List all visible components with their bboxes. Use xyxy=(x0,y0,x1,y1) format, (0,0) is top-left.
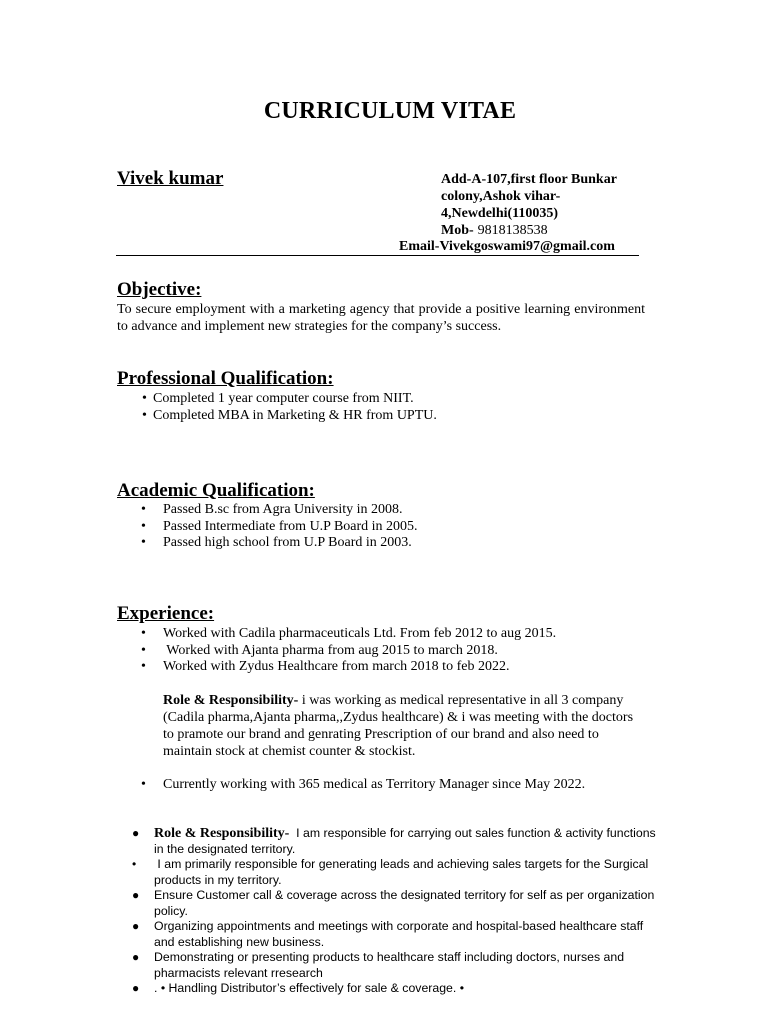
list-item: ● Organizing appointments and meetings with corporate and hospital-based healthcare staff and establishing new business. xyxy=(132,919,644,949)
list-item: ● Ensure Customer call & coverage across the designated territory for self as per organization policy. xyxy=(132,888,655,918)
current-job-list xyxy=(141,777,603,794)
experience-heading: Experience: xyxy=(117,603,215,624)
objective-heading: Objective: xyxy=(117,279,202,300)
bullet-icon: ● xyxy=(132,981,140,995)
list-item: ● . • Handling Distributor’s effectively for sale & coverage. • xyxy=(132,981,465,995)
address-line: Add-A-107,first floor Bunkar xyxy=(441,172,617,187)
list-item: • I am primarily responsible for generating leads and achieving sales targets for the Surgical products in my territory. xyxy=(132,857,652,887)
list-item: • Worked with Zydus Healthcare from march 2018 to feb 2022. xyxy=(141,659,510,674)
document-title: CURRICULUM VITAE xyxy=(263,98,517,124)
mobile-number: 9818138538 xyxy=(477,223,548,238)
bullet-icon: ● xyxy=(132,826,140,840)
professional-list xyxy=(142,391,437,424)
experience-list xyxy=(141,626,557,676)
list-item: • Currently working with 365 medical as Territory Manager since May 2022. xyxy=(141,777,586,792)
list-item: • Worked with Cadila pharmaceuticals Ltd. From feb 2012 to aug 2015. xyxy=(141,626,557,641)
role-label: Role & Responsibility- xyxy=(163,693,299,708)
academic-heading: Academic Qualification: xyxy=(117,480,315,501)
role-label: Role & Responsibility- xyxy=(154,826,290,841)
professional-heading: Professional Qualification: xyxy=(117,368,334,389)
mobile-label: Mob- xyxy=(441,223,474,238)
contact-block xyxy=(441,171,646,239)
bullet-icon: • xyxy=(141,535,146,550)
address-line: colony,Ashok vihar- xyxy=(441,189,561,204)
list-item: • Completed MBA in Marketing & HR from UPTU. xyxy=(142,407,437,423)
list-item: • Worked with Ajanta pharma from aug 2015 to march 2018. xyxy=(141,642,498,658)
bullet-icon: • xyxy=(141,659,146,674)
bullet-icon: • xyxy=(141,777,146,792)
bullet-icon: • xyxy=(141,502,146,517)
responsibilities-list xyxy=(132,826,664,997)
email-address: Email-Vivekgoswami97@gmail.com xyxy=(399,239,615,254)
role-text: i was working as medical representative in all 3 company (Cadila pharma,Ajanta pharma,,Zydus healthcare) & i was meeting with the doctors to pramote our brand and genrating Prescription of our brand and also need to maintain stock at chemist counter & stockist. xyxy=(163,693,634,759)
list-item: ● Demonstrating or presenting products to healthcare staff including doctors, nurses and pharmacists relevant rresearch xyxy=(132,950,625,980)
address-line: 4,Newdelhi(110035) xyxy=(441,206,559,221)
role-responsibility-paragraph xyxy=(163,692,645,760)
bullet-icon: • xyxy=(142,391,147,406)
list-item: ● Role & Responsibility- I am responsible for carrying out sales function & activity functions in the designated territory. xyxy=(132,826,660,856)
candidate-name: Vivek kumar xyxy=(117,168,224,189)
bullet-icon: • xyxy=(141,642,146,658)
bullet-icon: ● xyxy=(132,950,140,964)
list-item: • Passed high school from U.P Board in 2003. xyxy=(141,535,412,550)
objective-text: To secure employment with a marketing agency that provide a positive learning environment to advance and implement new strategies for the company’s success. xyxy=(117,302,645,334)
mobile-line xyxy=(441,222,646,239)
bullet-icon: • xyxy=(141,518,146,534)
bullet-icon: • xyxy=(142,407,147,423)
academic-list xyxy=(141,502,418,552)
list-item: • Passed B.sc from Agra University in 2008. xyxy=(141,502,403,517)
header-divider xyxy=(116,255,639,256)
bullet-icon: • xyxy=(141,626,146,641)
bullet-icon: ● xyxy=(132,919,140,933)
bullet-icon: ● xyxy=(132,888,140,902)
bullet-icon: • xyxy=(132,857,137,871)
list-item: • Completed 1 year computer course from NIIT. xyxy=(142,391,414,406)
list-item: • Passed Intermediate from U.P Board in 2005. xyxy=(141,518,418,534)
